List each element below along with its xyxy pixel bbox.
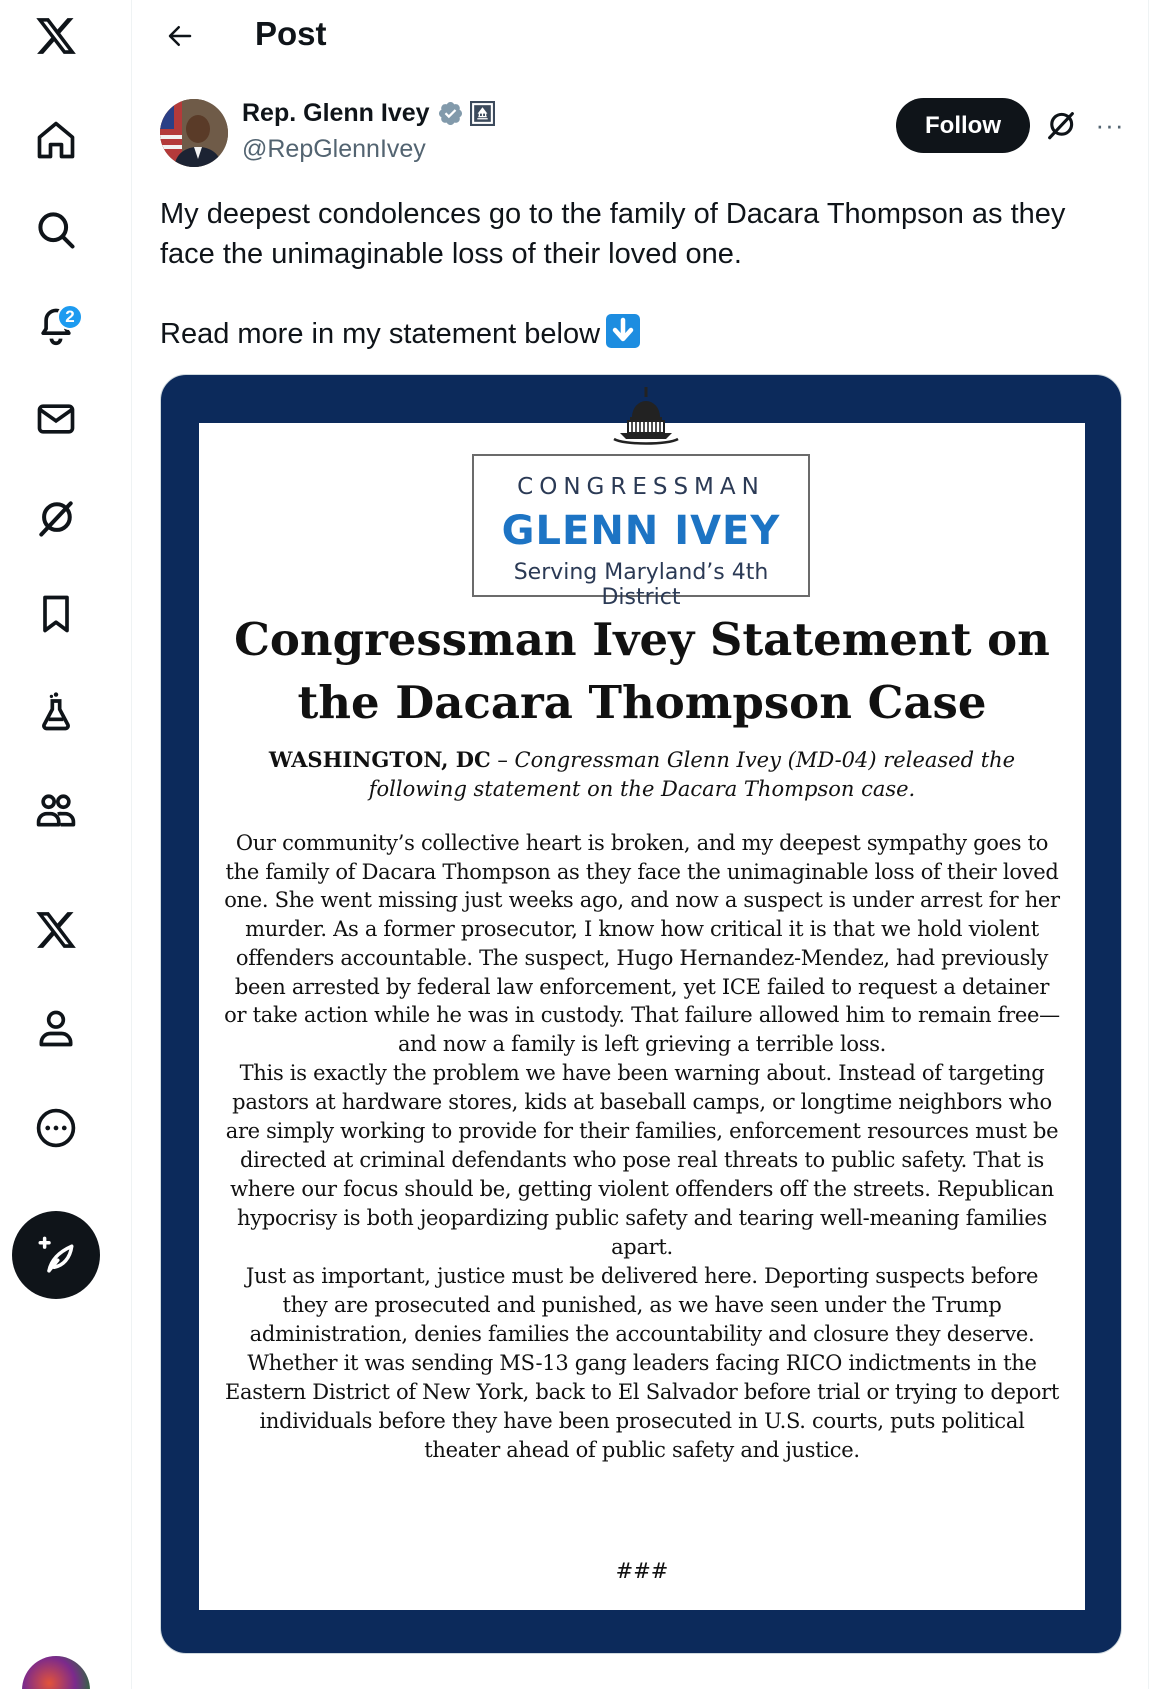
author-name[interactable]: Rep. Glenn Ivey	[242, 99, 430, 127]
statement-paragraph-2: This is exactly the problem we have been warning about. Instead of targeting pastors at hardware stores, kids at baseball camps, or longtime neighbors who are simply working to provide for their families, enforcement resources must be directed at criminal defendants who pose real threats to public safety. That is where our focus should be, getting violent offenders off the streets. Republican hypocrisy is both jeopardizing public safety and tearing well-meaning families apart.	[225, 1060, 1059, 1259]
bookmarks-icon[interactable]	[22, 580, 90, 648]
communities-icon[interactable]	[22, 776, 90, 844]
post-text-line2: Read more in my statement below	[160, 318, 601, 350]
statement-dateline	[259, 745, 1025, 804]
statement-title: Congressman Ivey Statement on the Dacara Thompson Case	[234, 613, 1050, 729]
dateline-dash: –	[490, 748, 515, 772]
column-divider-right	[1148, 0, 1149, 1689]
post-text-line1: My deepest condolences go to the family of Dacara Thompson as they face the unimaginable loss of their loved one.	[160, 198, 1066, 270]
statement-image[interactable]	[160, 374, 1122, 1654]
logo-line-congressman: CONGRESSMAN	[517, 474, 765, 500]
grok-icon[interactable]	[22, 484, 90, 552]
author-avatar[interactable]	[160, 99, 228, 167]
more-options-circle-icon[interactable]	[22, 1094, 90, 1162]
labs-flask-icon[interactable]	[22, 678, 90, 746]
government-affiliation-icon[interactable]	[470, 101, 495, 126]
back-arrow-icon	[165, 21, 195, 51]
dateline-text: Congressman Glenn Ivey (MD-04) released the following statement on the Dacara Thompson case.	[368, 748, 1016, 801]
statement-end-mark: ###	[615, 1559, 669, 1583]
grok-icon	[1044, 108, 1078, 142]
down-arrow-emoji-icon	[606, 314, 640, 348]
post-text-line2-row	[160, 314, 1120, 354]
account-avatar[interactable]	[22, 1656, 90, 1689]
messages-envelope-icon[interactable]	[22, 385, 90, 453]
logo-line-district: Serving Maryland’s 4th District	[513, 560, 769, 610]
statement-paragraph-3: Just as important, justice must be delivered here. Deporting suspects before they are prosecuted and punished, as we have seen under the Trump administration, denies families the accountability and closure they deserve. Whether it was sending MS-13 gang leaders facing RICO indictments in the Eastern District of New York, back to El Salvador before trial or trying to deport individuals before they have been prosecuted in U.S. courts, puts political theater ahead of public safety and justice.	[224, 1263, 1060, 1462]
author-handle[interactable]: @RepGlennIvey	[242, 135, 426, 163]
congressman-logo	[472, 454, 810, 610]
statement-paragraph-1: Our community’s collective heart is broken, and my deepest sympathy goes to the family of Dacara Thompson as they face the unimaginable loss of their loved one. She went missing just weeks ago, and now a suspect is under arrest for her murder. As a former prosecutor, I know how critical it is that we hold violent offenders accountable. The suspect, Hugo Hernandez-Mendez, had previously been arrested by federal law enforcement, yet ICE failed to request a detainer or take action while he was in custody. That failure allowed him to remain free—and now a family is left grieving a terrible loss.	[224, 831, 1060, 1056]
verified-badge-icon[interactable]	[437, 100, 464, 127]
follow-button[interactable]: Follow	[896, 98, 1030, 153]
compose-post-button[interactable]	[12, 1211, 100, 1299]
home-icon[interactable]	[22, 106, 90, 174]
dateline-location: WASHINGTON, DC	[268, 747, 491, 772]
notifications-count-badge: 2	[57, 304, 83, 330]
column-divider-left	[131, 0, 132, 1689]
author-name-row[interactable]	[242, 97, 495, 129]
back-button[interactable]	[158, 14, 202, 58]
post-more-button[interactable]: ···	[1095, 109, 1125, 140]
grok-explain-button[interactable]	[1041, 105, 1081, 145]
statement-paper	[199, 423, 1085, 1610]
premium-x-icon[interactable]	[22, 896, 90, 964]
profile-icon[interactable]	[22, 994, 90, 1062]
logo-line-name: GLENN IVEY	[501, 508, 781, 554]
x-logo-icon[interactable]	[22, 2, 90, 70]
feather-plus-icon	[35, 1234, 77, 1276]
primary-nav	[0, 0, 132, 1689]
search-icon[interactable]	[22, 196, 90, 264]
statement-body	[221, 829, 1063, 1465]
page-title: Post	[255, 15, 327, 52]
post-text	[160, 194, 1120, 354]
